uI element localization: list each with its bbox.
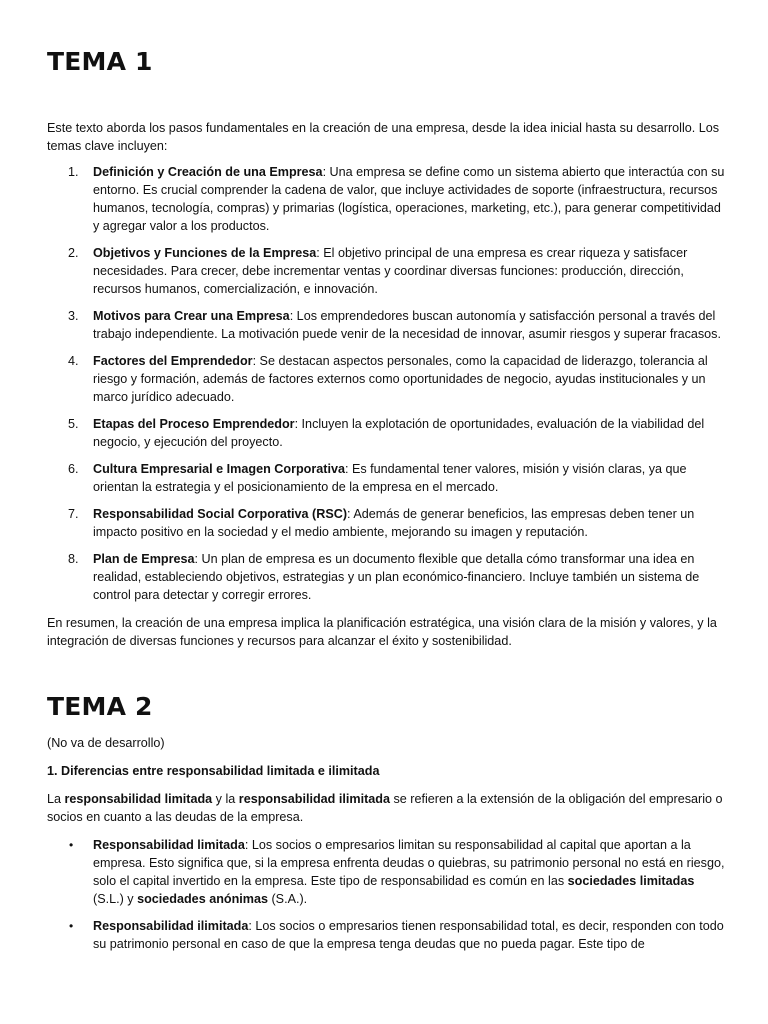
topic-text: : Una empresa se define como un sistema abierto que interactúa con su entorno. Es crucial comprender la cadena de valor, que incluye actividades de soporte (infraestructura, recursos humanos, tecnología, compras) y primarias (logística, operaciones, marketing, etc.), para generar competitividad y agregar valor a los productos. [93, 165, 725, 233]
document-body [47, 0, 727, 953]
list-number: 3. [68, 309, 79, 323]
list-number: 6. [68, 462, 79, 476]
topic-term: Plan de Empresa [93, 552, 195, 566]
topic-text: : Además de generar beneficios, las empresas deben tener un impacto positivo en la sociedad y el medio ambiente, mejorando su imagen y reputación. [93, 507, 695, 539]
topic-term: Definición y Creación de una Empresa [93, 165, 323, 179]
section-heading [47, 762, 727, 780]
topic-item [47, 460, 727, 496]
topic-term: Cultura Empresarial e Imagen Corporativa [93, 462, 345, 476]
responsibility-list [47, 836, 727, 953]
bullet-term: Responsabilidad ilimitada [93, 919, 249, 933]
section-heading-text: 1. Diferencias entre responsabilidad limitada e ilimitada [47, 764, 380, 778]
topic-text: : Es fundamental tener valores, misión y visión claras, ya que orientan la estrategia y el posicionamiento de la empresa en el mercado. [93, 462, 687, 494]
bullet-icon: • [69, 838, 74, 852]
list-number: 4. [68, 354, 79, 368]
para-text: y la [212, 792, 239, 806]
topic-text: : El objetivo principal de una empresa es crear riqueza y satisfacer necesidades. Para crecer, debe incrementar ventas y coordinar diversas funciones: producción, dirección, recursos humanos, comercialización, e innovación. [93, 246, 688, 296]
list-number: 7. [68, 507, 79, 521]
topic-term: Responsabilidad Social Corporativa (RSC) [93, 507, 348, 521]
tema-1-intro: Este texto aborda los pasos fundamentales en la creación de una empresa, desde la idea inicial hasta su desarrollo. Los temas clave incluyen: [47, 121, 720, 153]
topic-text: : Incluyen la explotación de oportunidades, evaluación de la viabilidad del negocio, y ejecución del proyecto. [93, 417, 705, 449]
bullet-item-limited [47, 836, 727, 908]
topic-item [47, 244, 727, 298]
list-number: 8. [68, 552, 79, 566]
para-text: La [47, 792, 65, 806]
tema-2-note: (No va de desarrollo) [47, 736, 165, 750]
tema-1-topic-list [47, 163, 727, 604]
bullet-text: : Los socios o empresarios tienen responsabilidad total, es decir, responden con todo su patrimonio personal en caso de que la empresa tenga deudas que no pueda pagar. Este tipo de [93, 919, 724, 951]
list-number: 2. [68, 246, 79, 260]
topic-item [47, 307, 727, 343]
list-number: 1. [68, 165, 79, 179]
topic-term: Motivos para Crear una Empresa [93, 309, 290, 323]
topic-item [47, 550, 727, 604]
tema-2-heading: TEMA 2 [47, 692, 153, 721]
topic-item [47, 163, 727, 235]
topic-text: : Los emprendedores buscan autonomía y satisfacción personal a través del trabajo independiente. La motivación puede venir de la necesidad de innovar, asumir riesgos y superar fracasos. [93, 309, 721, 341]
list-number: 5. [68, 417, 79, 431]
topic-item [47, 505, 727, 541]
para-bold-term: responsabilidad ilimitada [238, 792, 390, 806]
topic-term: Etapas del Proceso Emprendedor [93, 417, 295, 431]
topic-item [47, 352, 727, 406]
bullet-bold-term: sociedades anónimas [137, 892, 268, 906]
bullet-text: (S.A.). [267, 892, 308, 906]
bullet-icon: • [69, 919, 74, 933]
tema-2-paragraph [47, 790, 727, 826]
topic-item [47, 415, 727, 451]
para-bold-term: responsabilidad limitada [64, 792, 213, 806]
bullet-bold-term: sociedades limitadas [567, 874, 695, 888]
bullet-item-unlimited [47, 917, 727, 953]
tema-1-summary: En resumen, la creación de una empresa implica la planificación estratégica, una visión clara de la misión y valores, y la integración de diversas funciones y recursos para alcanzar el éxito y sostenibilidad. [47, 616, 717, 648]
bullet-text: : Los socios o empresarios limitan su responsabilidad al capital que aportan a la empresa. Esto significa que, si la empresa enfrenta deudas o quiebras, su patrimonio personal no está en riesgo, solo el capital invertido en la empresa. Este tipo de responsabilidad es común en las [93, 838, 725, 888]
para-text: se refieren a la extensión de la obligación del empresario o socios en cuanto a las deudas de la empresa. [47, 792, 723, 824]
topic-term: Objetivos y Funciones de la Empresa [93, 246, 317, 260]
topic-term: Factores del Emprendedor [93, 354, 253, 368]
tema-1-heading: TEMA 1 [47, 47, 153, 76]
bullet-text: (S.L.) y [93, 892, 138, 906]
topic-text: : Se destacan aspectos personales, como la capacidad de liderazgo, tolerancia al riesgo y formación, además de factores externos como oportunidades de negocio, ayudas institucionales y un marco jurídico adecuado. [93, 354, 708, 404]
topic-text: : Un plan de empresa es un documento flexible que detalla cómo transformar una idea en realidad, estableciendo objetivos, estrategias y un plan económico-financiero. Incluye también un sistema de control para detectar y corregir errores. [93, 552, 700, 602]
bullet-term: Responsabilidad limitada [93, 838, 245, 852]
